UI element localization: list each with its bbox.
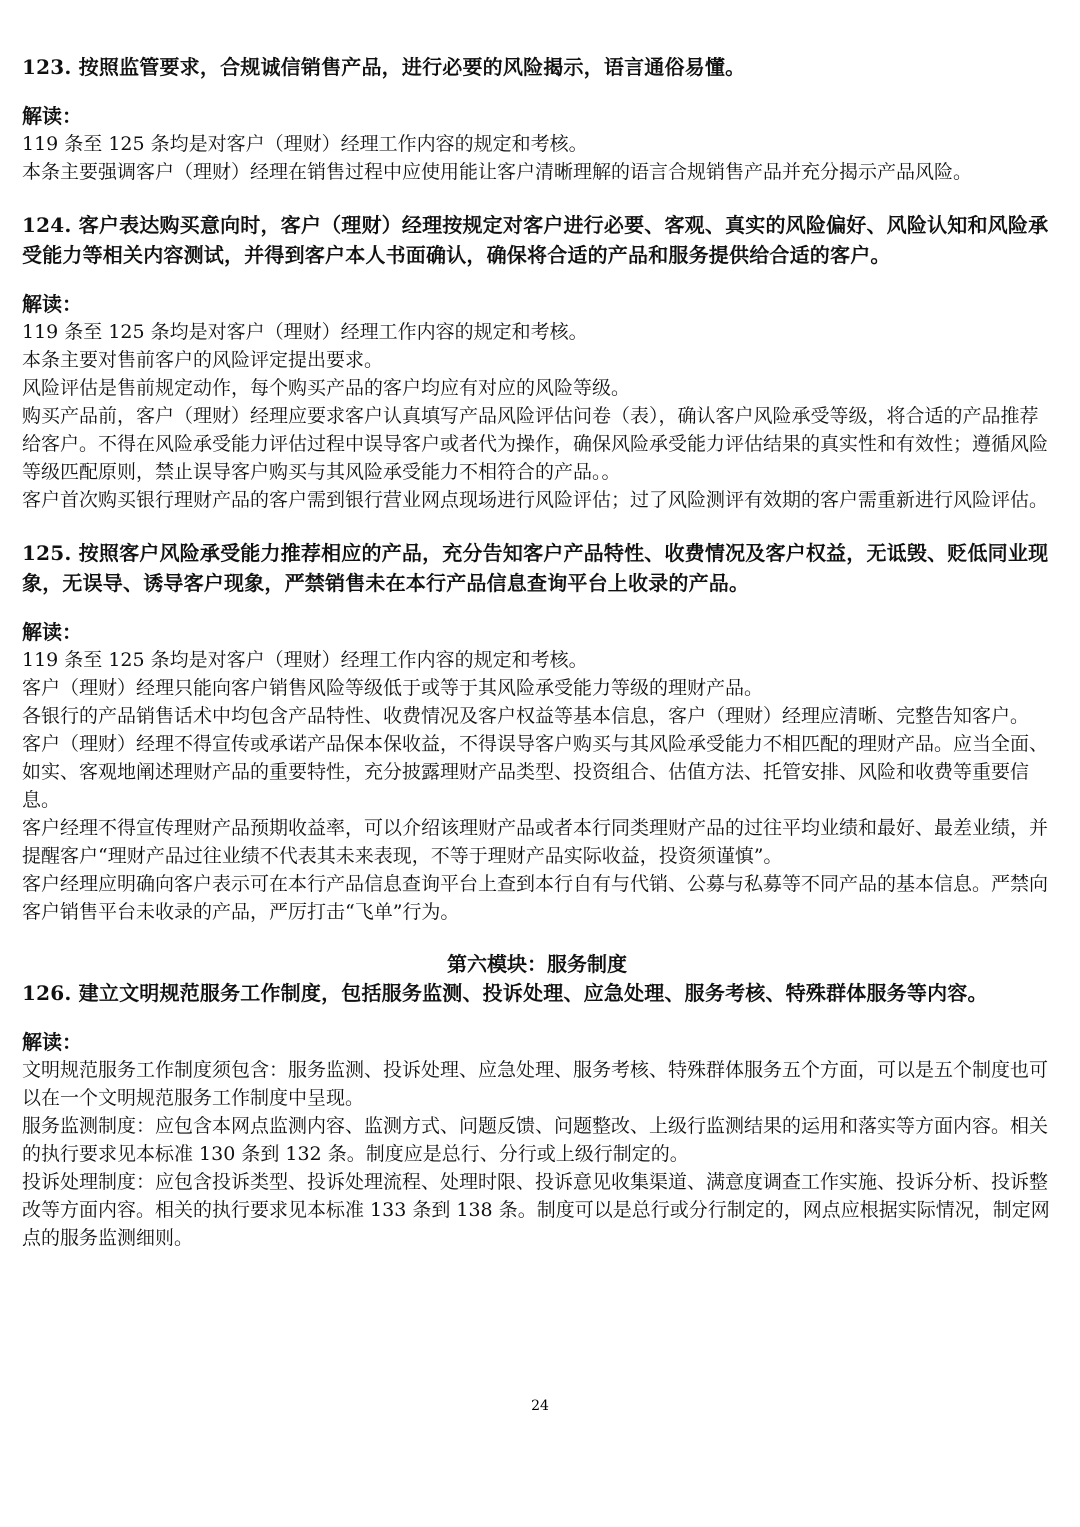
section-123 <box>22 52 1052 186</box>
module-six <box>22 950 1052 1252</box>
paragraph: 各银行的产品销售话术中均包含产品特性、收费情况及客户权益等基本信息，客户（理财）经理应清晰、完整告知客户。 <box>22 705 1030 727</box>
section-title: 124. 客户表达购买意向时，客户（理财）经理按规定对客户进行必要、客观、真实的风险偏好、风险认知和风险承受能力等相关内容测试，并得到客户本人书面确认，确保将合适的产品和服务提供给合适的客户。 <box>22 213 1049 267</box>
section-title: 125. 按照客户风险承受能力推荐相应的产品，充分告知客户产品特性、收费情况及客户权益，无诋毁、贬低同业现象，无误导、诱导客户现象，严禁销售未在本行产品信息查询平台上收录的产品。 <box>22 541 1049 595</box>
page-number: 24 <box>531 1398 549 1414</box>
paragraph: 119 条至 125 条均是对客户（理财）经理工作内容的规定和考核。 <box>22 133 588 155</box>
section-title: 123. 按照监管要求，合规诚信销售产品，进行必要的风险揭示，语言通俗易懂。 <box>22 55 746 79</box>
paragraph: 客户首次购买银行理财产品的客户需到银行营业网点现场进行风险评估；过了风险测评有效期的客户需重新进行风险评估。 <box>22 489 1049 511</box>
module-title: 第六模块：服务制度 <box>447 952 627 976</box>
paragraph: 购买产品前，客户（理财）经理应要求客户认真填写产品风险评估问卷（表），确认客户风险承受等级，将合适的产品推荐给客户。不得在风险承受能力评估过程中误导客户或者代为操作，确保风险承受能力评估结果的真实性和有效性；遵循风险等级匹配原则，禁止误导客户购买与其风险承受能力不相符合的产品。。 <box>22 405 1049 483</box>
paragraph: 119 条至 125 条均是对客户（理财）经理工作内容的规定和考核。 <box>22 649 588 671</box>
paragraph: 文明规范服务工作制度须包含：服务监测、投诉处理、应急处理、服务考核、特殊群体服务五个方面，可以是五个制度也可以在一个文明规范服务工作制度中呈现。 <box>22 1059 1049 1109</box>
section-title: 126. 建立文明规范服务工作制度，包括服务监测、投诉处理、应急处理、服务考核、特殊群体服务等内容。 <box>22 981 988 1005</box>
section-125 <box>22 538 1052 926</box>
paragraph: 客户经理不得宣传理财产品预期收益率，可以介绍该理财产品或者本行同类理财产品的过往平均业绩和最好、最差业绩，并提醒客户“理财产品过往业绩不代表其未来表现，不等于理财产品实际收益，投资须谨慎”。 <box>22 817 1049 867</box>
interpretation-label: 解读： <box>22 292 82 316</box>
paragraph: 119 条至 125 条均是对客户（理财）经理工作内容的规定和考核。 <box>22 321 588 343</box>
paragraph: 本条主要强调客户（理财）经理在销售过程中应使用能让客户清晰理解的语言合规销售产品并充分揭示产品风险。 <box>22 161 973 183</box>
paragraph: 风险评估是售前规定动作，每个购买产品的客户均应有对应的风险等级。 <box>22 377 631 399</box>
paragraph: 服务监测制度：应包含本网点监测内容、监测方式、问题反馈、问题整改、上级行监测结果的运用和落实等方面内容。相关的执行要求见本标准 130 条到 132 条。制度应是总行、分行或上级行制定的。 <box>22 1115 1049 1165</box>
section-124 <box>22 210 1052 514</box>
paragraph: 投诉处理制度：应包含投诉类型、投诉处理流程、处理时限、投诉意见收集渠道、满意度调查工作实施、投诉分析、投诉整改等方面内容。相关的执行要求见本标准 133 条到 138 条。制度可以是总行或分行制定的，网点应根据实际情况，制定网点的服务监测细则。 <box>22 1171 1050 1249</box>
interpretation-label: 解读： <box>22 104 82 128</box>
paragraph: 客户（理财）经理不得宣传或承诺产品保本保收益，不得误导客户购买与其风险承受能力不相匹配的理财产品。应当全面、如实、客观地阐述理财产品的重要特性，充分披露理财产品类型、投资组合、估值方法、托管安排、风险和收费等重要信息。 <box>22 733 1049 811</box>
paragraph: 客户经理应明确向客户表示可在本行产品信息查询平台上查到本行自有与代销、公募与私募等不同产品的基本信息。严禁向客户销售平台未收录的产品，严厉打击“飞单”行为。 <box>22 873 1049 923</box>
interpretation-label: 解读： <box>22 1030 82 1054</box>
paragraph: 本条主要对售前客户的风险评定提出要求。 <box>22 349 384 371</box>
interpretation-label: 解读： <box>22 620 82 644</box>
paragraph: 客户（理财）经理只能向客户销售风险等级低于或等于其风险承受能力等级的理财产品。 <box>22 677 764 699</box>
